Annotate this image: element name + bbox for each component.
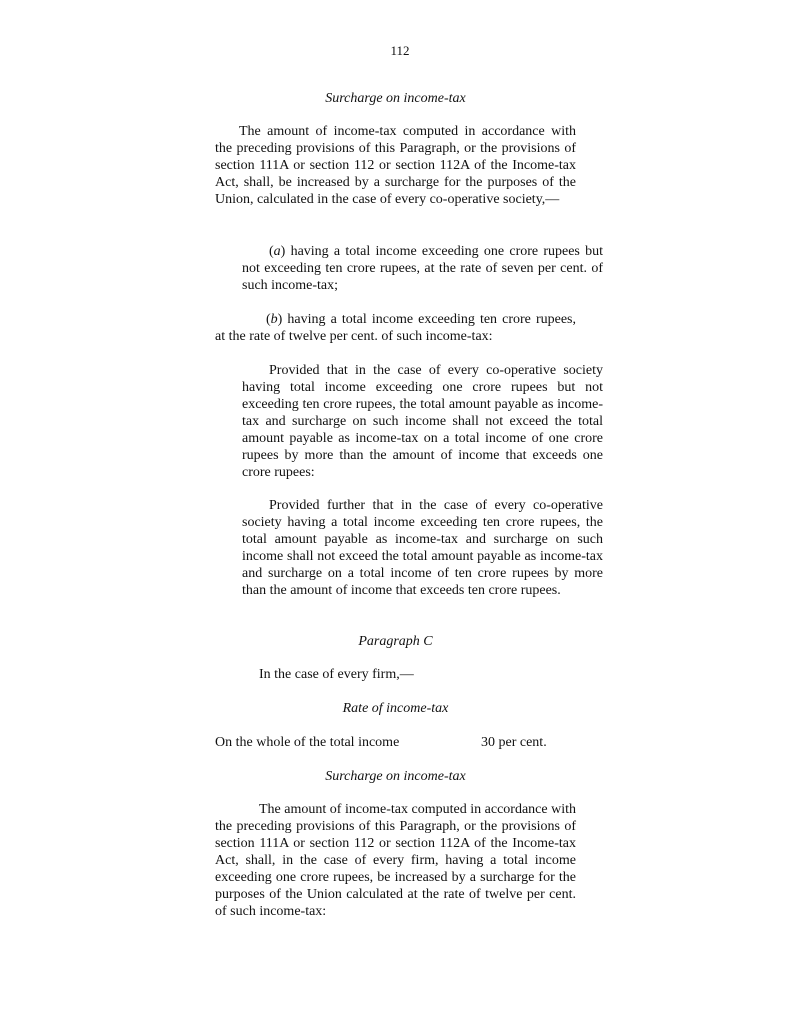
proviso-1 bbox=[215, 362, 603, 481]
surcharge-heading-1: Surcharge on income-tax bbox=[325, 91, 466, 106]
clause-b-body: having a total income exceeding ten crore rupees, at the rate of twelve per cent. of such income-tax: bbox=[215, 312, 576, 344]
proviso-2 bbox=[215, 497, 603, 599]
clause-a-text: (a) having a total income exceeding one crore rupees but not exceeding ten crore rupees, at the rate of seven per cent. of such income-tax; bbox=[242, 244, 603, 293]
rate-row-value: 30 per cent. bbox=[481, 735, 547, 750]
surcharge-heading-2: Surcharge on income-tax bbox=[325, 769, 466, 784]
rate-row-label: On the whole of the total income bbox=[215, 735, 400, 750]
clause-b: (b) having a total income exceeding ten crore rupees, at the rate of twelve per cent. of such income-tax: bbox=[215, 312, 576, 344]
firm-intro: In the case of every firm,— bbox=[259, 667, 414, 682]
clause-a-body: having a total income exceeding one crore rupees but not exceeding ten crore rupees, at the rate of seven per cent. of such income-tax; bbox=[242, 244, 603, 293]
clause-b-marker: b bbox=[270, 312, 278, 327]
page-number: 112 bbox=[390, 43, 410, 58]
rate-heading: Rate of income-tax bbox=[342, 701, 449, 716]
rate-row bbox=[215, 734, 576, 751]
surcharge-body-1: The amount of income-tax computed in accordance with the preceding provisions of this Paragraph, or the provisions of section 111A or section 112 or section 112A of the Income-tax Act, shall, be increased by a surcharge for the purposes of the Union, calculated in the case of every co-operative society,— bbox=[215, 124, 576, 207]
clause-a-marker: a bbox=[273, 244, 281, 259]
surcharge-body-2: The amount of income-tax computed in accordance with the preceding provisions of this Paragraph, or the provisions of section 111A or section 112 or section 112A of the Income-tax Act, shall, in the case of every firm, having a total income exceeding one crore rupees, be increased by a surcharge for the purposes of the Union calculated at the rate of twelve per cent. of such income-tax: bbox=[215, 802, 576, 919]
clause-a bbox=[215, 243, 603, 294]
paragraph-c-heading: Paragraph C bbox=[358, 634, 433, 649]
proviso-2-text: Provided further that in the case of every co-operative society having a total income exceeding ten crore rupees, the total amount payable as income-tax and surcharge on such income shall not exceed the total amount payable as income-tax and surcharge on a total income of ten crore rupees by more than the amount of income that exceeds ten crore rupees. bbox=[242, 498, 603, 598]
proviso-1-text: Provided that in the case of every co-operative society having total income exceeding one crore rupees but not exceeding ten crore rupees, the total amount payable as income-tax and surcharge on such income shall not exceed the total amount payable as income-tax on a total income of one crore rupees by more than the amount of income that exceeds one crore rupees: bbox=[242, 363, 603, 480]
